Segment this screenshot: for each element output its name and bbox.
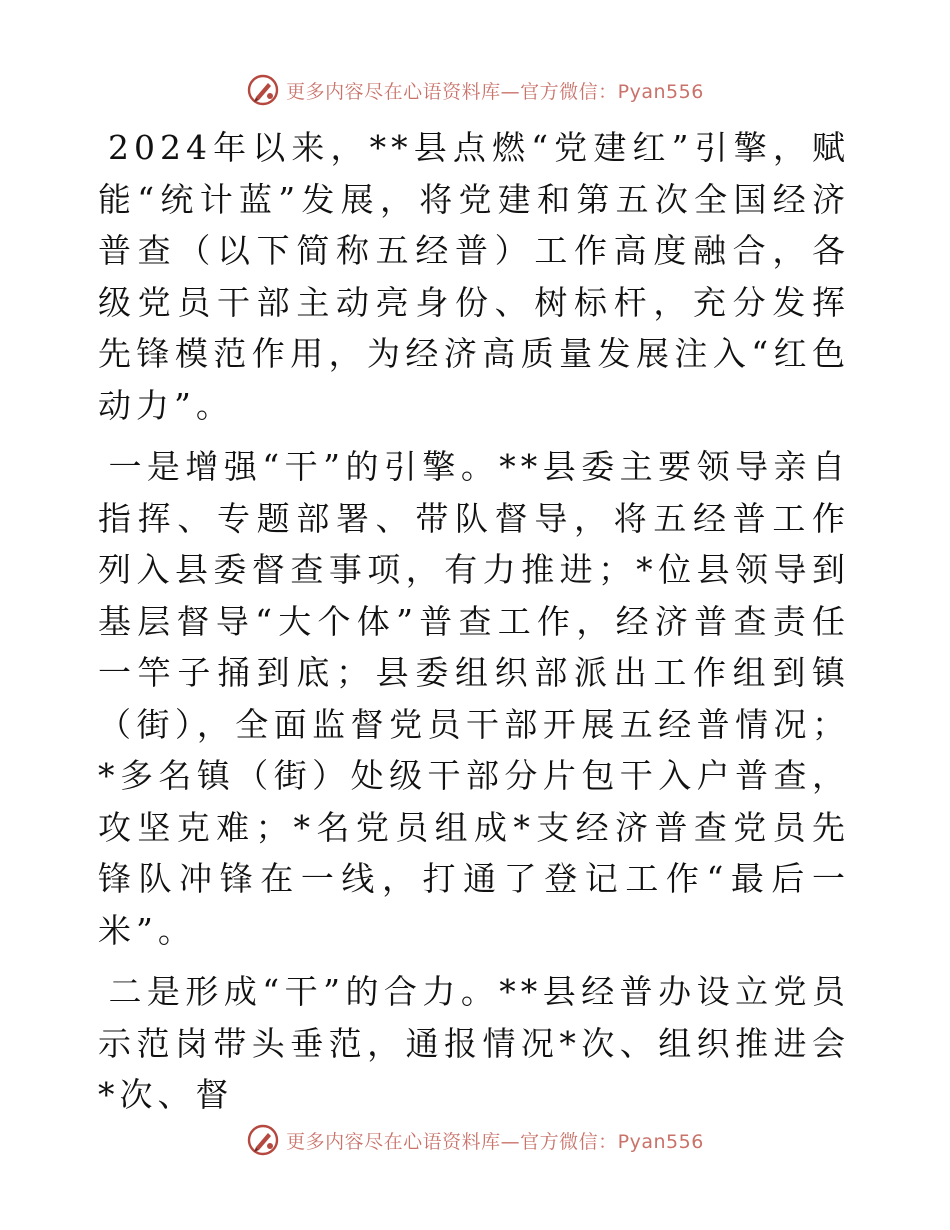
paragraph-second-point-text: 二是形成“干”的合力。**县经普办设立党员示范岗带头垂范，通报情况*次、组织推进会*次、督 — [98, 972, 850, 1114]
header-watermark — [0, 70, 950, 110]
pen-seal-icon — [246, 1123, 280, 1157]
footer-watermark — [0, 1120, 950, 1160]
paragraph-second-point — [98, 966, 850, 1121]
document-body — [98, 122, 850, 1131]
paragraph-first-point-text: 一是增强“干”的引擎。**县委主要领导亲自指挥、专题部署、带队督导，将五经普工作列入县委督查事项，有力推进；*位县领导到基层督导“大个体”普查工作，经济普查责任一竿子捅到底；县委组织部派出工作组到镇（街），全面监督党员干部开展五经普情况；*多名镇（街）处级干部分片包干入户普查，攻坚克难；*名党员组成*支经济普查党员先锋队冲锋在一线，打通了登记工作“最后一米”。 — [98, 447, 850, 950]
paragraph-intro — [98, 122, 850, 431]
watermark-text: 更多内容尽在心语资料库—官方微信：Pyan556 — [286, 80, 704, 103]
watermark-text: 更多内容尽在心语资料库—官方微信：Pyan556 — [286, 1130, 704, 1153]
paragraph-first-point — [98, 441, 850, 956]
pen-seal-icon — [246, 73, 280, 107]
paragraph-intro-text: 2024年以来，**县点燃“党建红”引擎，赋能“统计蓝”发展，将党建和第五次全国经济普查（以下简称五经普）工作高度融合，各级党员干部主动亮身份、树标杆，充分发挥先锋模范作用，为经济高质量发展注入“红色动力”。 — [98, 128, 850, 425]
